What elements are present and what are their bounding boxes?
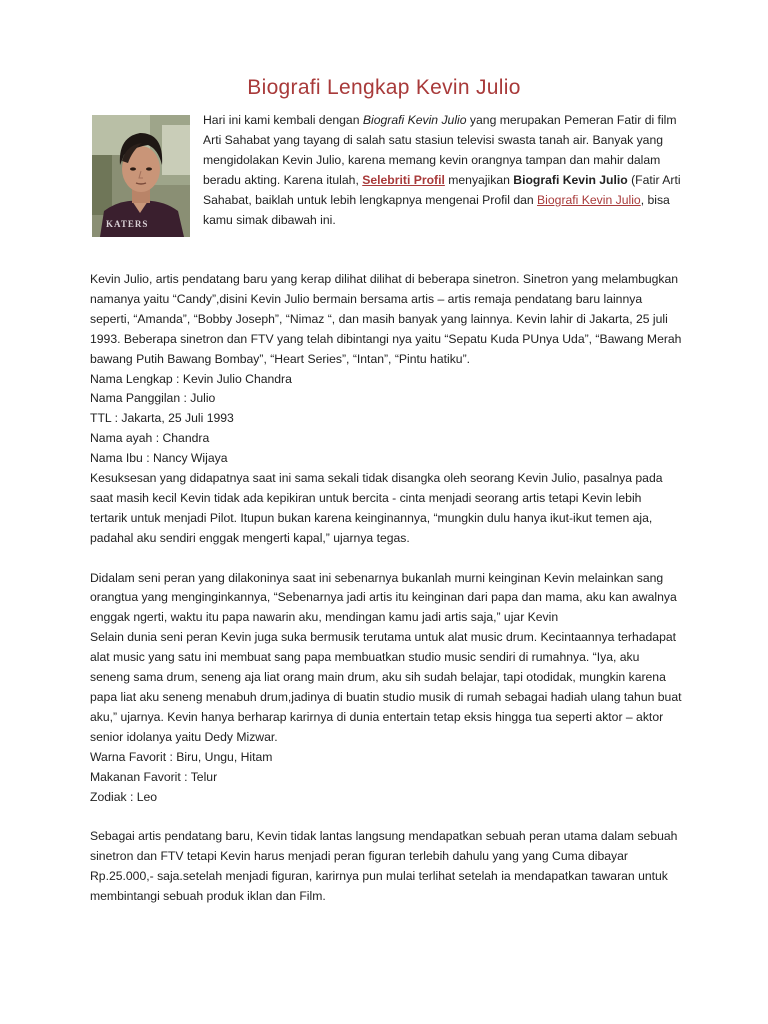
- intro-text-1: Hari ini kami kembali dengan: [203, 113, 363, 127]
- intro-text-4: (Fatir Arti Sahabat, baiklah untuk lebih lengkapnya mengenai Profil dan: [203, 172, 681, 207]
- intro-italic-title: Biografi Kevin Julio: [362, 113, 467, 127]
- intro-text-3: menyajikan: [444, 172, 514, 187]
- paragraph-gap: [90, 807, 682, 827]
- profile-zodiac: Zodiak : Leo: [90, 789, 158, 804]
- profile-birth: TTL : Jakarta, 25 Juli 1993: [90, 411, 234, 426]
- paragraph-gap: [90, 549, 682, 569]
- selebriti-profil-link[interactable]: Selebriti Profil: [362, 172, 445, 187]
- paragraph-music: Selain dunia seni peran Kevin juga suka bermusik terutama untuk alat music drum. Kecintaannya terhadapat alat music yang satu ini membuat sang papa membuatkan studio music sendiri di rumahnya. “Iya, aku seneng sama drum, seneng aja liat orang main drum, aku sih sudah belajar, tapi otodidak, mungkin karena papa liat aku seneng menabuh drum,jadinya di buatin studio musik di rumah sebagai hadiah ulang tahun buat aku,” ujarnya. Kevin hanya berharap karirnya di dunia entertain tetap eksis hingga tua seperti aktor – aktor senior idolanya yaitu Dedy Mizwar.: [90, 630, 682, 744]
- profile-full-name: Nama Lengkap : Kevin Julio Chandra: [90, 371, 292, 386]
- paragraph-career-intro: Kevin Julio, artis pendatang baru yang kerap dilihat dilihat di beberapa sinetron. Sinetron yang melambugkan namanya yaitu “Candy”,disini Kevin Julio bermain bersama artis – artis remaja pendatang baru lainnya seperti, “Amanda”, “Bobby Joseph”, “Nimaz “, dan masih banyak yang lainnya. Kevin lahir di Jakarta, 25 juli 1993. Beberapa sinetron dan FTV yang telah dibintangi nya yaitu “Sepatu Kuda PUnya Uda”, “Bawang Merah bawang Putih Bawang Bombay”, “Heart Series”, “Intan”, “Pintu hatiku”.: [90, 272, 682, 366]
- profile-father: Nama ayah : Chandra: [90, 431, 210, 446]
- profile-favorite-color: Warna Favorit : Biru, Ungu, Hitam: [90, 749, 273, 764]
- paragraph-newcomer: Sebagai artis pendatang baru, Kevin tidak lantas langsung mendapatkan sebuah peran utama dalam sebuah sinetron dan FTV tetapi Kevin harus menjadi peran figuran terlebih dahulu yang yang Cuma dibayar Rp.25.000,- saja.setelah menjadi figuran, karirnya pun mulai terlihat setelah ia mendapatkan tawaran untuk membintangi sebuah produk iklan dan Film.: [90, 829, 678, 904]
- page-title: Biografi Lengkap Kevin Julio: [247, 76, 521, 99]
- kevin-julio-photo: [92, 115, 190, 237]
- intro-bold-title: Biografi Kevin Julio: [513, 172, 628, 187]
- profile-nickname: Nama Panggilan : Julio: [90, 391, 216, 406]
- intro-paragraph: [203, 111, 681, 230]
- paragraph-acting: Didalam seni peran yang dilakoninya saat ini sebenarnya bukanlah murni keinginan Kevin melainkan sang orangtua yang menginginkannya, “Sebenarnya jadi artis itu keinginan dari papa dan mama, aku kan awalnya enggak ngerti, waktu itu papa nawarin aku, mendingan kamu jadi artis saja,” ujar Kevin: [90, 570, 677, 625]
- biografi-kevin-julio-link[interactable]: Biografi Kevin Julio: [537, 192, 641, 207]
- intro-text-5: , bisa kamu simak dibawah ini.: [203, 192, 670, 227]
- profile-mother: Nama Ibu : Nancy Wijaya: [90, 451, 228, 466]
- intro-text-2: yang merupakan Pemeran Fatir di film Arti Sahabat yang tayang di salah satu stasiun televisi swasta tanah air. Banyak yang mengidolakan Kevin Julio, karena memang kevin orangnya tampan dan mahir dalam beradu akting. Karena itulah,: [203, 113, 677, 187]
- article-body: [90, 270, 682, 907]
- paragraph-success: Kesuksesan yang didapatnya saat ini sama sekali tidak disangka oleh seorang Kevin Julio, pasalnya pada saat masih kecil Kevin tidak ada kepikiran untuk bercita - cinta menjadi seorang artis tetapi Kevin lebih tertarik untuk menjadi Pilot. Itupun bukan karena keinginannya, “mungkin dulu hanya ikut-ikut temen aja, padahal aku sendiri enggak mengerti kapal,” ujarnya tegas.: [90, 471, 663, 545]
- photo-shirt-text: KATERS: [106, 219, 149, 229]
- profile-favorite-food: Makanan Favorit : Telur: [90, 769, 218, 784]
